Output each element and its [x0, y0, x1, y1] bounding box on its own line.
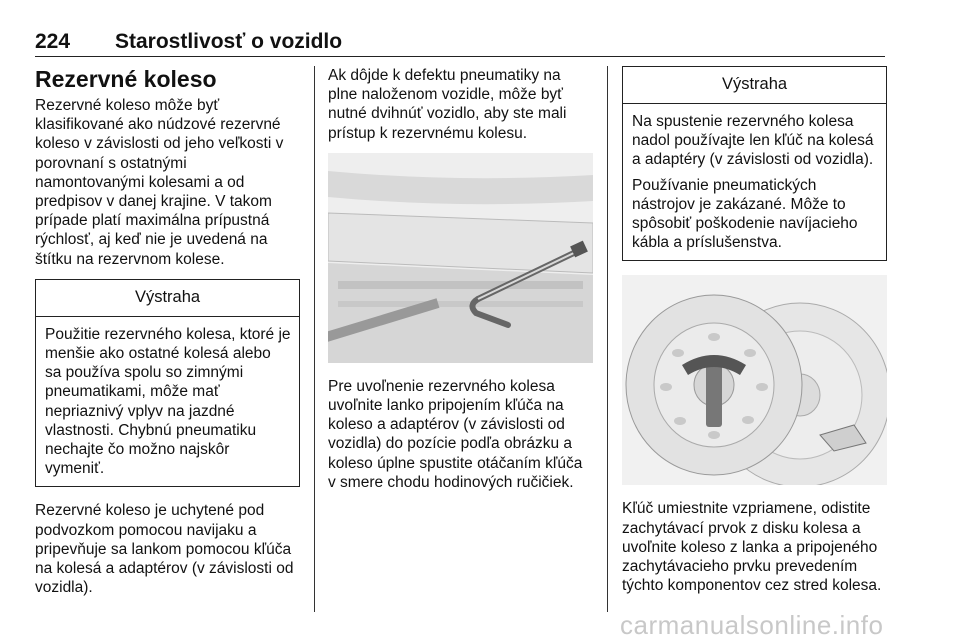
warning-box	[35, 279, 300, 488]
page-header	[35, 30, 885, 57]
wrench-illustration	[328, 153, 593, 363]
section-title: Starostlivosť o vozidlo	[115, 30, 343, 53]
watermark: carmanualsonline.info	[620, 610, 884, 640]
column-divider	[607, 66, 608, 612]
warning-text-2: Používanie pneumatických nástrojov je zakázané. Môže to spôsobiť poškodenie navíjacieho kábla a príslušenstva.	[632, 176, 858, 252]
wheel-illustration	[622, 275, 887, 485]
procedure-paragraph: Kľúč umiestnite vzpriamene, odistite zachytávací prvok z disku kolesa a uvoľnite koleso z lanka a pripojeného zachytávacieho prvku prevedením týchto komponentov cez stred kolesa.	[622, 500, 882, 595]
defect-paragraph: Ak dôjde k defektu pneumatiky na plne naloženom vozidle, môže byť nutné dvihnúť vozidlo, aby ste mali prístup k rezervnému kolesu.	[328, 67, 567, 142]
release-paragraph: Pre uvoľnenie rezervného kolesa uvoľnite lanko pripojením kľúča na koleso a adaptérov (v závislosti od vozidla) do pozície podľa obrázku a koleso úplne spustite otáčaním kľúča v smere chodu hodinových ručičiek.	[328, 377, 583, 491]
warning-text-1: Na spustenie rezervného kolesa nadol používajte len kľúč na kolesá a adaptéry (v závislosti od vozidla).	[632, 113, 874, 169]
warning-box	[622, 66, 887, 261]
warning-title: Výstraha	[36, 280, 299, 317]
mounting-paragraph: Rezervné koleso je uchytené pod podvozkom pomocou navijaku a pripevňuje sa lankom pomocou kľúča na kolesá a adaptérov (v závislosti od vozidla).	[35, 502, 294, 597]
page-number: 224	[35, 30, 71, 53]
column-divider	[314, 66, 315, 612]
column-right	[622, 66, 887, 595]
column-middle	[328, 66, 593, 492]
intro-paragraph: Rezervné koleso môže byť klasifikované ako núdzové rezervné koleso v závislosti od jeho veľkosti v porovnaní s ostatnými namontovanými kolesami a od predpisov v danej krajine. V takom prípade platí maximálna prípustná rýchlosť, aj keď nie je uvedená na štítku na rezervnom kolese.	[35, 97, 284, 268]
column-left	[35, 66, 300, 597]
warning-title: Výstraha	[623, 67, 886, 104]
warning-text: Použitie rezervného kolesa, ktoré je menšie ako ostatné kolesá alebo sa používa spolu so zimnými pneumatikami, môže mať nepriaznivý vplyv na jazdné vlastnosti. Chybnú pneumatiku nechajte čo možno najskôr vymeniť.	[45, 325, 291, 478]
spare-wheel-heading: Rezervné koleso	[35, 66, 217, 92]
